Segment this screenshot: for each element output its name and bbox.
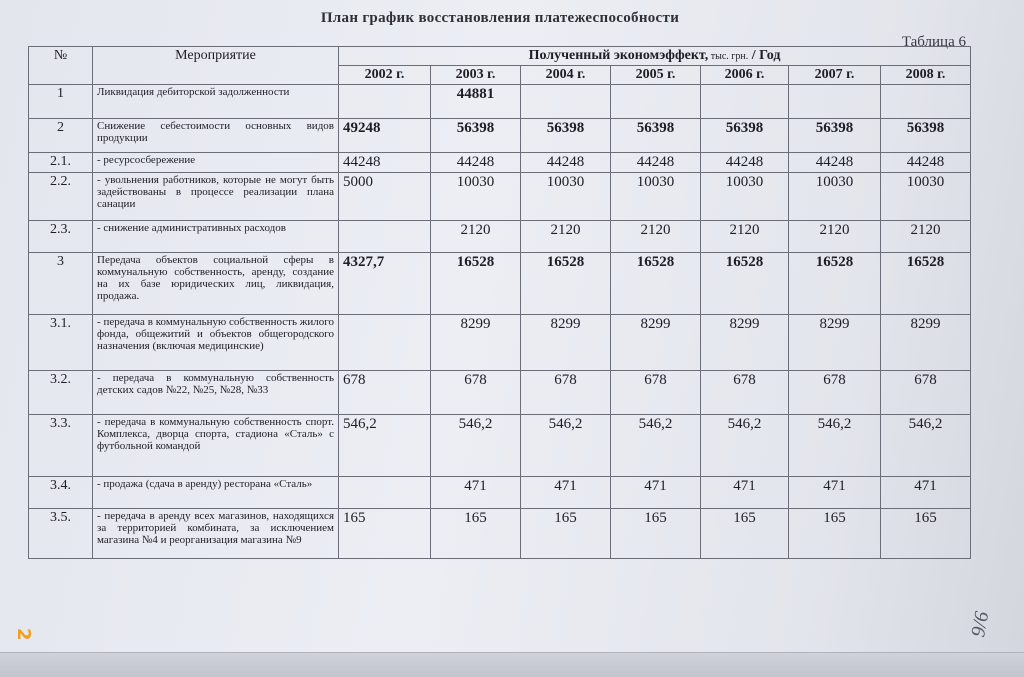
row-value: 44881 bbox=[431, 85, 521, 119]
row-value: 16528 bbox=[611, 253, 701, 315]
row-value bbox=[339, 221, 431, 253]
row-value: 2120 bbox=[881, 221, 971, 253]
row-value: 56398 bbox=[881, 119, 971, 153]
header-number: № bbox=[29, 47, 93, 85]
row-value: 8299 bbox=[431, 315, 521, 371]
row-value: 165 bbox=[521, 509, 611, 559]
row-value: 2120 bbox=[611, 221, 701, 253]
row-value: 165 bbox=[701, 509, 789, 559]
row-value: 2120 bbox=[521, 221, 611, 253]
table-row bbox=[29, 253, 971, 315]
row-value: 5000 bbox=[339, 173, 431, 221]
row-value: 10030 bbox=[789, 173, 881, 221]
row-value: 678 bbox=[611, 371, 701, 415]
table-row bbox=[29, 119, 971, 153]
row-value: 56398 bbox=[701, 119, 789, 153]
row-value: 678 bbox=[521, 371, 611, 415]
row-value: 2120 bbox=[431, 221, 521, 253]
row-value: 678 bbox=[881, 371, 971, 415]
row-value bbox=[611, 85, 701, 119]
row-value: 471 bbox=[881, 477, 971, 509]
row-number: 3.3. bbox=[29, 415, 93, 477]
row-value: 471 bbox=[701, 477, 789, 509]
row-value bbox=[701, 85, 789, 119]
year-header: 2004 г. bbox=[521, 66, 611, 85]
row-value: 10030 bbox=[521, 173, 611, 221]
row-value: 10030 bbox=[701, 173, 789, 221]
row-value: 16528 bbox=[789, 253, 881, 315]
row-event: Снижение себестоимости основных видов продукции bbox=[93, 119, 339, 153]
row-value: 8299 bbox=[611, 315, 701, 371]
table-row bbox=[29, 371, 971, 415]
row-value: 165 bbox=[611, 509, 701, 559]
row-event: - передача в аренду всех магазинов, находящихся за территорией комбината, за исключением магазина №4 и реорганизация магазина №9 bbox=[93, 509, 339, 559]
row-number: 2.3. bbox=[29, 221, 93, 253]
row-number: 3 bbox=[29, 253, 93, 315]
table-row bbox=[29, 153, 971, 173]
year-header: 2002 г. bbox=[339, 66, 431, 85]
row-value: 8299 bbox=[521, 315, 611, 371]
row-event: - передача в коммунальную собственность жилого фонда, общежитий и объектов общегородского назначения (включая медицинские) bbox=[93, 315, 339, 371]
row-number: 2.1. bbox=[29, 153, 93, 173]
row-event: - снижение административных расходов bbox=[93, 221, 339, 253]
row-value: 471 bbox=[521, 477, 611, 509]
row-value: 165 bbox=[339, 509, 431, 559]
table-row bbox=[29, 173, 971, 221]
row-value: 16528 bbox=[431, 253, 521, 315]
row-event: Передача объектов социальной сферы в коммунальную собственность, аренду, создание на их базе юридических лиц, ликвидация, продажа. bbox=[93, 253, 339, 315]
row-value: 8299 bbox=[701, 315, 789, 371]
table-row bbox=[29, 477, 971, 509]
row-number: 2.2. bbox=[29, 173, 93, 221]
row-value bbox=[339, 477, 431, 509]
row-value: 471 bbox=[611, 477, 701, 509]
row-value: 10030 bbox=[881, 173, 971, 221]
row-value: 56398 bbox=[611, 119, 701, 153]
header-effect-suffix: / Год bbox=[748, 48, 781, 63]
table-row bbox=[29, 415, 971, 477]
row-event: Ликвидация дебиторской задолженности bbox=[93, 85, 339, 119]
document-title: План график восстановления платежеспособности bbox=[320, 10, 680, 26]
row-number: 1 bbox=[29, 85, 93, 119]
row-value bbox=[881, 85, 971, 119]
page-bottom-edge bbox=[0, 652, 1024, 677]
table-row bbox=[29, 315, 971, 371]
row-value: 16528 bbox=[521, 253, 611, 315]
row-value: 678 bbox=[701, 371, 789, 415]
row-value: 546,2 bbox=[701, 415, 789, 477]
row-value: 56398 bbox=[521, 119, 611, 153]
row-number: 3.5. bbox=[29, 509, 93, 559]
recovery-plan-table bbox=[28, 46, 971, 559]
row-value: 165 bbox=[789, 509, 881, 559]
header-effect bbox=[339, 47, 971, 66]
row-value: 49248 bbox=[339, 119, 431, 153]
row-value bbox=[521, 85, 611, 119]
row-value: 44248 bbox=[431, 153, 521, 173]
row-event: - передача в коммунальную собственность спорт. Комплекса, дворца спорта, стадиона «Сталь» с футбольной командой bbox=[93, 415, 339, 477]
row-value: 546,2 bbox=[789, 415, 881, 477]
row-value: 44248 bbox=[521, 153, 611, 173]
row-value: 471 bbox=[431, 477, 521, 509]
row-value: 546,2 bbox=[611, 415, 701, 477]
year-header: 2003 г. bbox=[431, 66, 521, 85]
row-value: 56398 bbox=[789, 119, 881, 153]
row-value: 546,2 bbox=[339, 415, 431, 477]
row-event: - продажа (сдача в аренду) ресторана «Сталь» bbox=[93, 477, 339, 509]
row-value: 10030 bbox=[611, 173, 701, 221]
row-value: 8299 bbox=[881, 315, 971, 371]
year-header: 2008 г. bbox=[881, 66, 971, 85]
row-value bbox=[339, 315, 431, 371]
header-effect-label: Полученный экономэффект, bbox=[528, 48, 709, 63]
year-header: 2006 г. bbox=[701, 66, 789, 85]
corner-mark: 2 bbox=[13, 628, 34, 641]
row-value: 678 bbox=[789, 371, 881, 415]
year-header: 2005 г. bbox=[611, 66, 701, 85]
row-value: 44248 bbox=[789, 153, 881, 173]
row-value: 44248 bbox=[611, 153, 701, 173]
row-value: 2120 bbox=[701, 221, 789, 253]
header-effect-unit: тыс. грн. bbox=[708, 51, 749, 62]
row-value: 471 bbox=[789, 477, 881, 509]
row-value bbox=[339, 85, 431, 119]
row-event: - увольнения работников, которые не могут быть задействованы в процессе реализации плана санации bbox=[93, 173, 339, 221]
row-value: 8299 bbox=[789, 315, 881, 371]
row-value: 4327,7 bbox=[339, 253, 431, 315]
row-value: 546,2 bbox=[431, 415, 521, 477]
row-value: 16528 bbox=[881, 253, 971, 315]
row-value bbox=[789, 85, 881, 119]
row-value: 2120 bbox=[789, 221, 881, 253]
header-row bbox=[29, 47, 971, 66]
row-value: 546,2 bbox=[521, 415, 611, 477]
row-value: 44248 bbox=[881, 153, 971, 173]
row-value: 16528 bbox=[701, 253, 789, 315]
row-value: 678 bbox=[431, 371, 521, 415]
row-value: 56398 bbox=[431, 119, 521, 153]
table-row bbox=[29, 221, 971, 253]
row-number: 3.4. bbox=[29, 477, 93, 509]
row-number: 3.1. bbox=[29, 315, 93, 371]
table-label: Таблица 6 bbox=[901, 34, 966, 50]
row-value: 546,2 bbox=[881, 415, 971, 477]
row-value: 44248 bbox=[701, 153, 789, 173]
row-event: - передача в коммунальную собственность детских садов №22, №25, №28, №33 bbox=[93, 371, 339, 415]
page-number: 9/6 bbox=[966, 609, 993, 639]
header-event: Мероприятие bbox=[93, 47, 339, 85]
row-event: - ресурсосбережение bbox=[93, 153, 339, 173]
row-number: 3.2. bbox=[29, 371, 93, 415]
row-value: 678 bbox=[339, 371, 431, 415]
row-value: 10030 bbox=[431, 173, 521, 221]
row-value: 165 bbox=[431, 509, 521, 559]
row-number: 2 bbox=[29, 119, 93, 153]
table-row bbox=[29, 85, 971, 119]
row-value: 44248 bbox=[339, 153, 431, 173]
row-value: 165 bbox=[881, 509, 971, 559]
table-row bbox=[29, 509, 971, 559]
year-header: 2007 г. bbox=[789, 66, 881, 85]
